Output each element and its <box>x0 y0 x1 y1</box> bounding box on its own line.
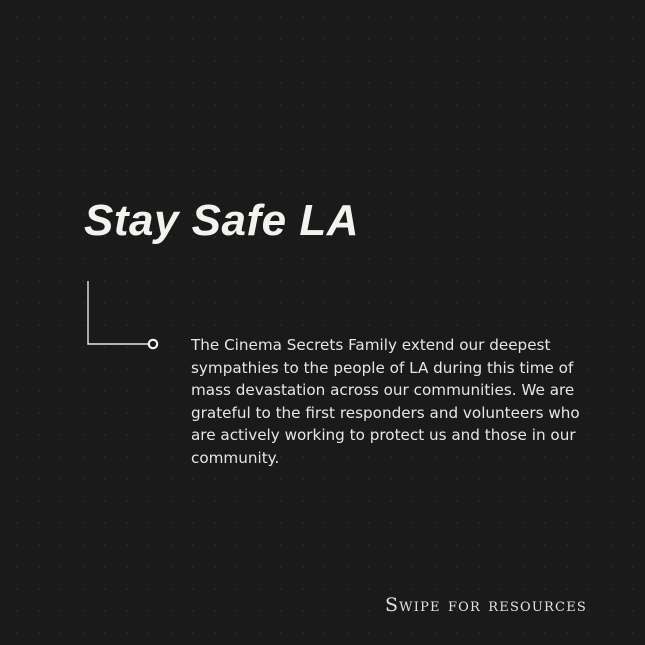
swipe-for-resources-label: Swipe for resources <box>384 594 587 616</box>
headline: Stay Safe LA <box>84 196 359 245</box>
sympathy-message: The Cinema Secrets Family extend our deepest sympathies to the people of LA during this time of mass devastation across our communities. We are grateful to the first responders and volunteers who are actively working to protect us and those in our community. <box>191 336 580 467</box>
connector-line-icon <box>86 280 166 352</box>
